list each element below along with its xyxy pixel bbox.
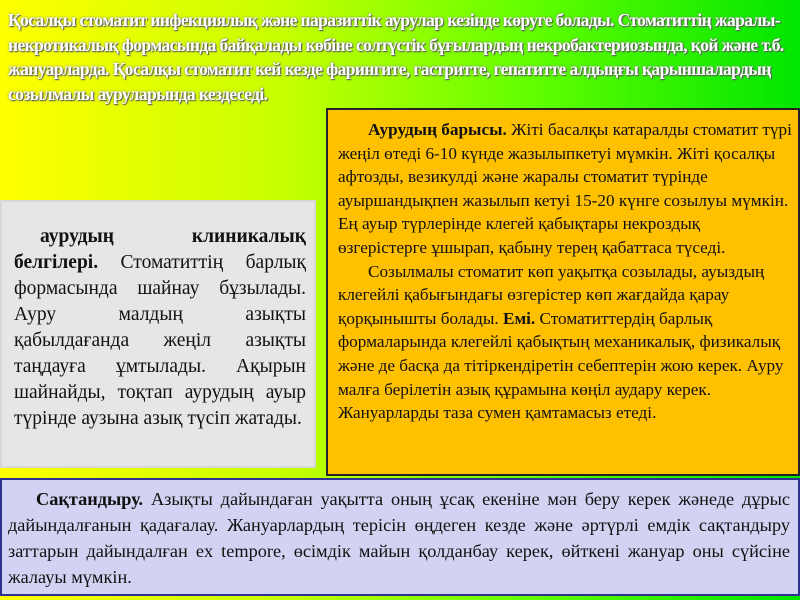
course-heading: Аурудың барысы. [368, 120, 507, 139]
clinical-signs-box [0, 200, 316, 468]
clinical-signs-paragraph [14, 224, 306, 432]
prevention-box [0, 478, 800, 596]
treatment-heading: Емі. [502, 308, 536, 328]
prevention-heading: Сақтандыру. [36, 489, 144, 509]
disease-course-box [326, 108, 800, 476]
course-paragraph [338, 118, 792, 260]
intro-text: Қосалқы стоматит инфекциялық және паразиттік аурулар кезінде көруге болады. Стоматиттің жаралы- некротикалық формасында байқалады көбіне солтүстік бұғылардың некробактериозында, қой және т.б. жануарларда. Қосалқы стоматит кей кезде фарингите, гастритте, гепатитте алдыңғы қарыншалардың созылмалы ауруларында кездеседі. [8, 10, 784, 104]
chronic-text: Созылмалы стоматит көп уақытқа созылады, ауыздың клегейлі қабығындағы өзгерістер көп жағдайда қарау қорқынышты болады. [338, 261, 765, 328]
course-text: Жіті басалқы катаралды стоматит түрі жеңіл өтеді 6-10 күнде жазылыпкетуі мүмкін. Жіті қосалқы афтозды, везикулді және жаралы стоматит түрінде ауыршандықпен жазылып кетуі 15-20 күнге созылуы мүмкін. Ең ауыр түрлерінде клегей қабықтары некроздық өзгерістерге ұшырап, қабыну терең қабаттаса түседі. [338, 120, 792, 257]
clinical-signs-text: Стоматиттің барлық формасында шайнау бұзылады. Ауру малдың азықты қабылдағанда жеңіл азықты таңдауға ұмтылады. Ақырын шайнайды, тоқтап аурудың ауыр түрінде аузына азық түсіп жатады. [14, 252, 306, 429]
clinical-signs-heading: аурудың клиникалық белгілері. [14, 226, 306, 273]
chronic-paragraph [338, 260, 792, 425]
treatment-text: Стоматиттердің барлық формаларында клегейлі қабықтың механикалық, физикалық және де басқа да тітіркендіретін себептерін жою керек. Ауру малға берілетін азық құрамына көңіл аудару керек. Жануарларды таза сумен қамтамасыз етеді. [338, 308, 784, 423]
prevention-paragraph [8, 486, 790, 590]
prevention-text: Азықты дайындаған уақытта оның ұсақ екеніне мән беру керек жәнеде дұрыс дайындалғанын қадағалау. Жануарлардың терісін өңдеген кезде және әртүрлі емдік сақтандыру заттарын дайындалған ex tempore, өсімдік майын қолданбау керек, өйткені жануар оны сүйсіне жалауы мүмкін. [8, 489, 790, 587]
